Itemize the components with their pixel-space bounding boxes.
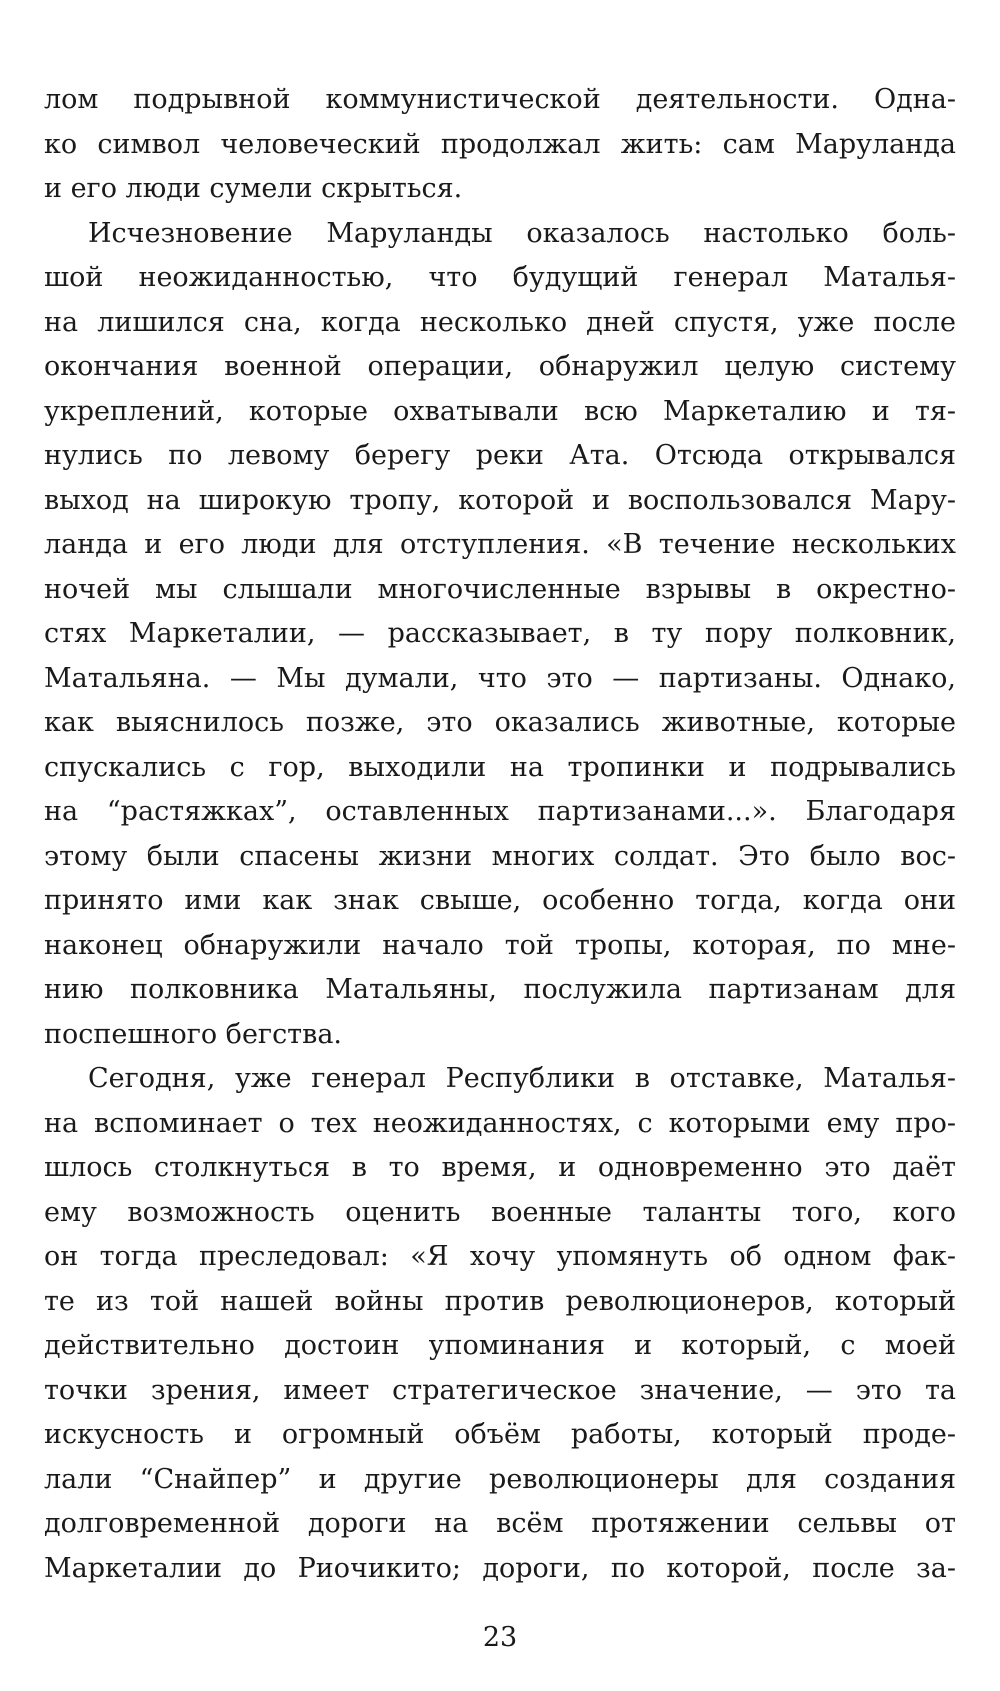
text-line: спускались с гор, выходили на тропинки и подрывались	[44, 751, 956, 783]
page-number: 23	[482, 1622, 518, 1653]
text-line: шой неожиданностью, что будущий генерал Маталья-	[44, 262, 956, 293]
page-text	[44, 78, 956, 1591]
text-line: нулись по левому берегу реки Ата. Отсюда открывался	[44, 440, 956, 471]
text-line: лом подрывной коммунистической деятельности. Одна-	[44, 84, 956, 115]
text-line: на вспоминает о тех неожиданностях, с которыми ему про-	[44, 1107, 956, 1139]
text-line: те из той нашей войны против революционеров, который	[44, 1285, 956, 1317]
paragraph-2	[44, 212, 956, 1058]
text-line: принято ими как знак свыше, особенно тогда, когда они	[44, 885, 956, 916]
text-line: наконец обнаружили начало той тропы, которая, по мне-	[44, 929, 956, 961]
text-line: стях Маркеталии, — рассказывает, в ту пору полковник,	[44, 618, 956, 649]
text-line: окончания военной операции, обнаружил целую систему	[44, 351, 956, 382]
paragraph-3	[44, 1057, 956, 1591]
text-line: и его люди сумели скрыться.	[44, 173, 463, 204]
text-line: ночей мы слышали многочисленные взрывы в окрестно-	[44, 573, 956, 605]
text-line: нию полковника Матальяны, послужила партизанам для	[44, 974, 956, 1005]
text-line: Исчезновение Маруланды оказалось настолько боль-	[88, 217, 956, 249]
text-line: укреплений, которые охватывали всю Маркеталию и тя-	[44, 395, 956, 427]
text-line: Сегодня, уже генерал Республики в отставке, Маталья-	[88, 1063, 956, 1094]
text-line: на “растяжках”, оставленных партизанами...». Благодаря	[44, 796, 956, 827]
paragraph-1	[44, 78, 956, 212]
text-line: лали “Снайпер” и другие революционеры для создания	[44, 1463, 956, 1495]
text-line: искусность и огромный объём работы, который проде-	[44, 1419, 956, 1450]
text-line: Маркеталии до Риочикито; дороги, по которой, после за-	[44, 1552, 956, 1584]
text-line: этому были спасены жизни многих солдат. Это было вос-	[44, 840, 956, 872]
text-line: шлось столкнуться в то время, и одновременно это даёт	[44, 1152, 956, 1183]
text-line: точки зрения, имеет стратегическое значение, — это та	[44, 1374, 956, 1406]
text-line: выход на широкую тропу, которой и воспользовался Мару-	[44, 484, 956, 516]
text-line: долговременной дороги на всём протяжении сельвы от	[44, 1508, 956, 1539]
text-line: он тогда преследовал: «Я хочу упомянуть об одном фак-	[44, 1241, 956, 1272]
text-line: ко символ человеческий продолжал жить: сам Маруланда	[44, 128, 956, 160]
text-line: на лишился сна, когда несколько дней спустя, уже после	[44, 306, 956, 338]
text-line: поспешного бегства.	[44, 1018, 343, 1050]
text-line: действительно достоин упоминания и который, с моей	[44, 1330, 956, 1361]
text-line: как выяснилось позже, это оказались животные, которые	[44, 707, 956, 738]
text-line: Матальяна. — Мы думали, что это — партизаны. Однако,	[44, 662, 956, 694]
text-line: ему возможность оценить военные таланты того, кого	[44, 1196, 956, 1228]
text-line: ланда и его люди для отступления. «В течение нескольких	[44, 529, 956, 560]
